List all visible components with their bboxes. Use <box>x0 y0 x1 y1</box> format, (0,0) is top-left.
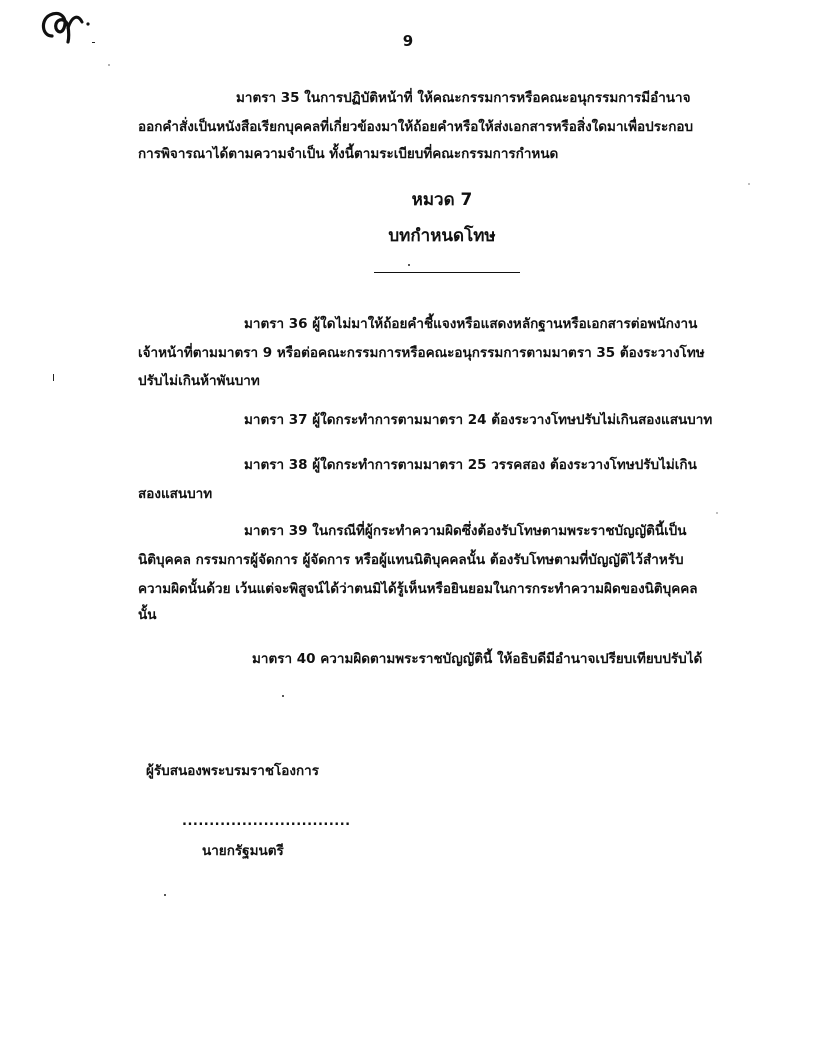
page-number: 9 <box>402 32 414 50</box>
scan-speck <box>92 42 95 43</box>
chapter-divider <box>374 272 520 273</box>
section-36-line-1: มาตรา 36 ผู้ใดไม่มาให้ถ้อยคำชี้แจงหรือแสดงหลักฐานหรือเอกสารต่อพนักงาน <box>244 316 698 332</box>
section-40-line-1: มาตรา 40 ความผิดตามพระราชบัญญัตินี้ ให้อธิบดีมีอำนาจเปรียบเทียบปรับได้ <box>252 651 703 667</box>
section-35-line-3: การพิจารณาได้ตามความจำเป็น ทั้งนี้ตามระเบียบที่คณะกรรมการกำหนด <box>138 146 559 162</box>
section-35-line-2: ออกคำสั่งเป็นหนังสือเรียกบุคคลที่เกี่ยวข้องมาให้ถ้อยคำหรือให้ส่งเอกสารหรือสิ่งใดมาเพื่อประกอบ <box>138 119 694 135</box>
chapter-title: บทกำหนดโทษ <box>388 226 496 246</box>
section-35-line-1: มาตรา 35 ในการปฏิบัติหน้าที่ ให้คณะกรรมการหรือคณะอนุกรรมการมีอำนาจ <box>236 90 691 106</box>
scan-speck <box>408 264 410 266</box>
scan-speck <box>748 183 750 185</box>
section-38-line-1: มาตรา 38 ผู้ใดกระทำการตามมาตรา 25 วรรคสอง ต้องระวางโทษปรับไม่เกิน <box>244 457 697 473</box>
section-36-line-2: เจ้าหน้าที่ตามมาตรา 9 หรือต่อคณะกรรมการหรือคณะอนุกรรมการตามมาตรา 35 ต้องระวางโทษ <box>138 345 705 361</box>
section-39-line-4: นั้น <box>138 607 157 623</box>
section-36-line-3: ปรับไม่เกินห้าพันบาท <box>138 373 260 389</box>
scan-speck <box>53 374 54 381</box>
prime-minister-title: นายกรัฐมนตรี <box>202 843 284 859</box>
countersign-label: ผู้รับสนองพระบรมราชโองการ <box>146 763 319 779</box>
section-37-line-1: มาตรา 37 ผู้ใดกระทำการตามมาตรา 24 ต้องระวางโทษปรับไม่เกินสองแสนบาท <box>244 412 713 428</box>
scan-speck <box>282 695 284 697</box>
scan-speck <box>108 64 110 66</box>
section-39-line-2: นิติบุคคล กรรมการผู้จัดการ ผู้จัดการ หรือผู้แทนนิติบุคคลนั้น ต้องรับโทษตามที่บัญญัติไว้สำหรับ <box>138 552 684 568</box>
section-39-line-3: ความผิดนั้นด้วย เว้นแต่จะพิสูจน์ได้ว่าตนมิได้รู้เห็นหรือยินยอมในการกระทำความผิดของนิติบุคคล <box>138 581 698 597</box>
chapter-number: หมวด 7 <box>411 190 473 210</box>
section-38-line-2: สองแสนบาท <box>138 486 213 502</box>
section-39-line-1: มาตรา 39 ในกรณีที่ผู้กระทำความผิดซึ่งต้องรับโทษตามพระราชบัญญัตินี้เป็น <box>244 523 687 539</box>
signature-line: ............................... <box>182 814 351 829</box>
scan-speck <box>716 512 718 514</box>
scan-speck <box>164 894 166 896</box>
